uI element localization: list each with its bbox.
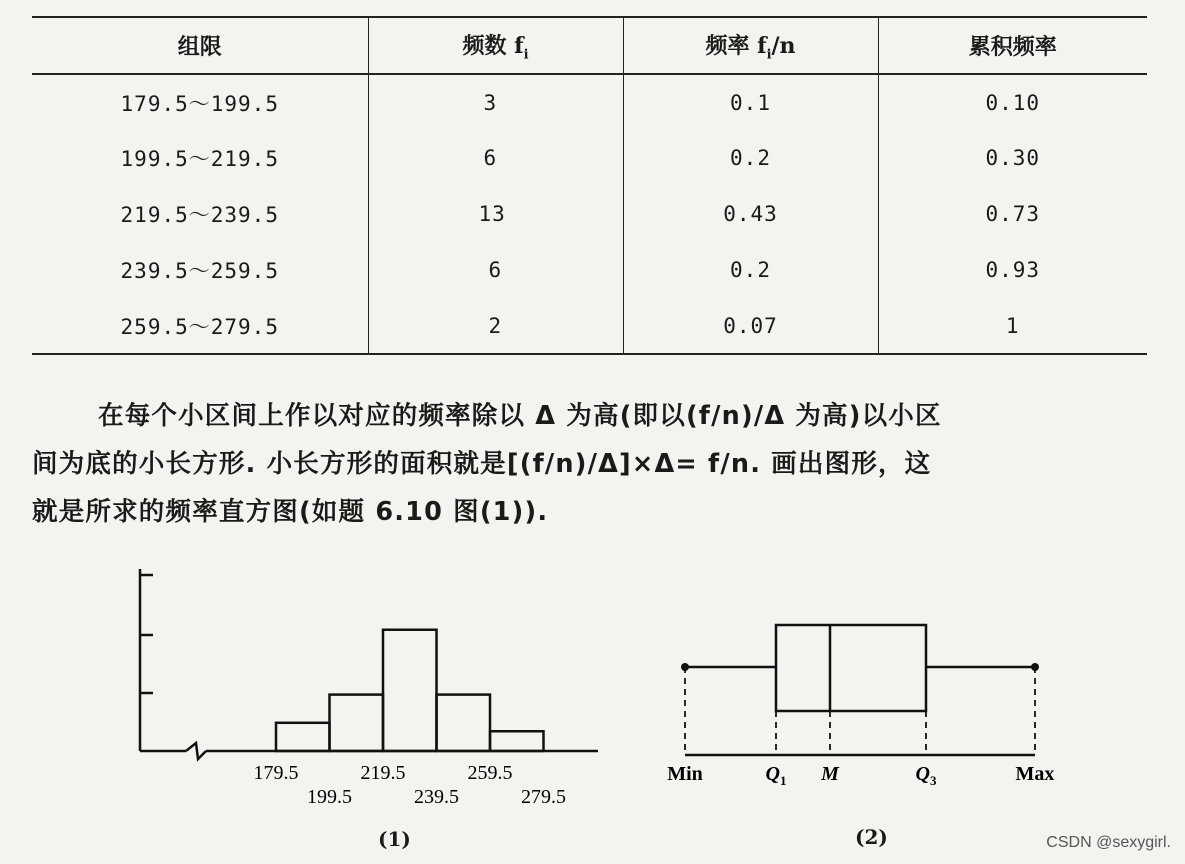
cell-count: 13: [368, 186, 623, 242]
header-group-limits: 组限: [32, 17, 368, 74]
table-header-row: [32, 17, 1147, 74]
table-row: [32, 242, 1147, 298]
box-iqr: [776, 625, 926, 711]
paragraph-line: 在每个小区间上作以对应的频率除以 Δ 为高(即以(f/n)/Δ 为高)以小区: [98, 401, 942, 431]
cell-count: 3: [368, 74, 623, 130]
cell-group-limits: 179.5～199.5: [32, 74, 368, 130]
tick-label: 199.5: [307, 786, 352, 808]
cell-cumulative: 0.93: [878, 242, 1147, 298]
table-row: [32, 298, 1147, 354]
histogram-bar: [330, 695, 384, 751]
cell-cumulative: 0.73: [878, 186, 1147, 242]
watermark-text: CSDN @sexygirl.: [1046, 834, 1171, 851]
cell-cumulative: 0.10: [878, 74, 1147, 130]
table-row: [32, 186, 1147, 242]
cell-rate: 0.2: [623, 242, 878, 298]
paragraph-line: 就是所求的频率直方图(如题 6.10 图(1)).: [32, 497, 549, 527]
histogram-bar: [383, 630, 437, 751]
boxplot-label: M: [821, 763, 839, 785]
cell-group-limits: 199.5～219.5: [32, 130, 368, 186]
tick-label: 259.5: [467, 762, 513, 784]
histogram-bar: [437, 695, 491, 751]
header-cumulative-frequency: 累积频率: [878, 17, 1147, 74]
boxplot-label: $Q_1$: [765, 763, 787, 788]
explanation-paragraph: [32, 392, 1162, 536]
cell-rate: 0.07: [623, 298, 878, 354]
histogram-bar: [490, 731, 544, 751]
header-frequency-count: 频数 $f_i$: [368, 17, 623, 74]
boxplot-chart: [650, 555, 1110, 855]
table-row: [32, 130, 1147, 186]
boxplot-label: $Q_3$: [915, 763, 937, 788]
cell-cumulative: 0.30: [878, 130, 1147, 186]
cell-count: 6: [368, 242, 623, 298]
histogram-bar: [276, 723, 330, 751]
cell-group-limits: 239.5～259.5: [32, 242, 368, 298]
histogram-figure: [0, 555, 640, 855]
boxplot-label: Max: [1015, 763, 1055, 785]
tick-label: 179.5: [253, 762, 299, 784]
tick-label: 239.5: [414, 786, 459, 808]
cell-rate: 0.2: [623, 130, 878, 186]
header-frequency-rate: 频率 $f_i/n$: [623, 17, 878, 74]
histogram-chart: [0, 555, 640, 855]
table-row: [32, 74, 1147, 130]
axis-break-mark: [186, 743, 206, 759]
cell-group-limits: 219.5～239.5: [32, 186, 368, 242]
cell-count: 6: [368, 130, 623, 186]
boxplot-figure: [650, 555, 1110, 855]
histogram-caption: (1): [378, 827, 411, 851]
frequency-table: [32, 16, 1147, 355]
cell-cumulative: 1: [878, 298, 1147, 354]
paragraph-line: 间为底的小长方形. 小长方形的面积就是[(f/n)/Δ]×Δ= f/n. 画出图形，这: [32, 449, 932, 479]
cell-count: 2: [368, 298, 623, 354]
tick-label: 219.5: [360, 762, 406, 784]
tick-label: 279.5: [521, 786, 566, 808]
cell-rate: 0.1: [623, 74, 878, 130]
boxplot-caption: (2): [855, 825, 888, 849]
boxplot-label: Min: [667, 763, 703, 785]
cell-rate: 0.43: [623, 186, 878, 242]
cell-group-limits: 259.5～279.5: [32, 298, 368, 354]
